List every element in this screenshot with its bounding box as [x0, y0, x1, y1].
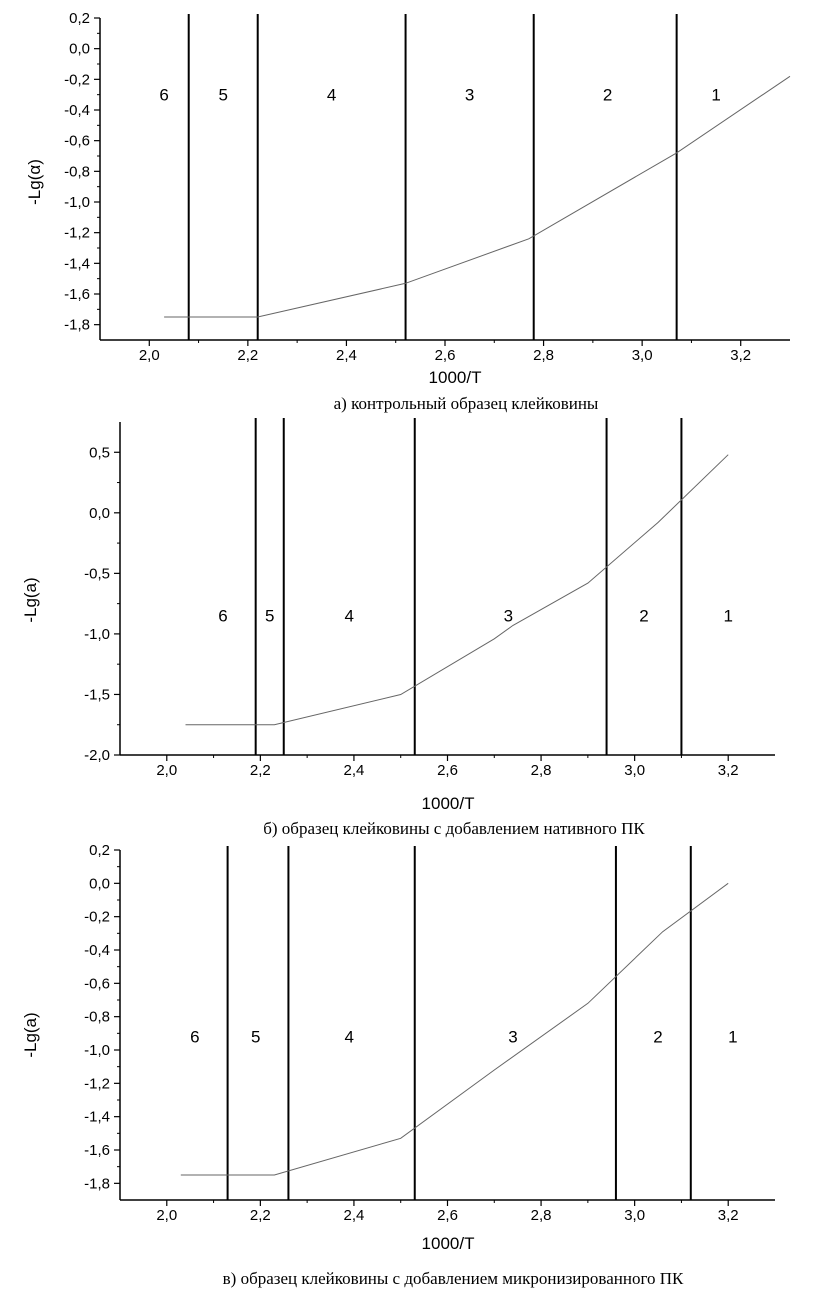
zone-label: 1 [728, 1027, 738, 1047]
x-tick-label: 2,0 [138, 347, 160, 364]
zone-label: 6 [218, 606, 228, 626]
zone-label: 2 [653, 1027, 663, 1047]
y-tick-label: -0,4 [64, 102, 90, 119]
caption-a: а) контрольный образец клейковины [333, 394, 599, 413]
y-tick-label: 0,5 [89, 444, 110, 462]
y-tick-label: -1,8 [84, 1175, 110, 1193]
zone-label: 3 [503, 606, 514, 626]
y-axis-title-b: -Lg(a) [21, 577, 40, 623]
zone-label: 4 [344, 1027, 354, 1047]
x-tick-label: 2,0 [156, 762, 178, 779]
y-tick-label: -1,0 [84, 1042, 110, 1059]
y-tick-label: -0,4 [84, 942, 110, 959]
zone-label: 2 [639, 606, 649, 626]
zone-label: 3 [508, 1027, 518, 1047]
zone-label: 5 [250, 1027, 261, 1047]
zone-label: 2 [602, 85, 613, 105]
x-axis-title-c: 1000/T [421, 1234, 475, 1253]
y-tick-label: 0,0 [69, 40, 90, 58]
y-tick-label: -0,6 [64, 132, 90, 150]
y-tick-label: -0,8 [84, 1008, 110, 1026]
x-tick-label: 2,6 [434, 347, 456, 364]
caption-b: б) образец клейковины с добавлением нативного ПК [263, 819, 645, 838]
y-tick-label: -1,8 [64, 316, 90, 334]
zone-label: 4 [344, 606, 354, 626]
zone-label: 1 [723, 606, 733, 626]
x-axis-title-b: 1000/T [421, 794, 475, 813]
x-tick-label: 2,8 [530, 762, 552, 779]
zone-label: 5 [264, 606, 275, 626]
caption-c: в) образец клейковины с добавлением микронизированного ПК [222, 1269, 684, 1288]
x-tick-label: 3,2 [717, 762, 739, 779]
y-tick-label: -0,2 [64, 71, 90, 89]
chart-panel-b [21, 418, 775, 838]
zone-label: 4 [326, 85, 337, 105]
chart-panel-c [21, 842, 775, 1288]
data-series-line [186, 455, 729, 725]
x-tick-label: 3,2 [730, 347, 752, 364]
zone-label: 1 [711, 85, 721, 105]
zone-label: 5 [218, 85, 228, 105]
zone-label: 3 [464, 85, 475, 105]
x-tick-label: 2,2 [249, 762, 271, 779]
x-tick-label: 3,0 [624, 1207, 646, 1224]
x-tick-label: 3,0 [631, 347, 653, 364]
plot-area-b [84, 418, 775, 779]
x-tick-label: 3,2 [717, 1207, 739, 1224]
plot-area-a [64, 10, 790, 364]
x-tick-label: 3,0 [624, 762, 646, 779]
zone-label: 6 [190, 1027, 200, 1047]
x-tick-label: 2,4 [343, 1207, 365, 1224]
y-tick-label: -1,2 [84, 1075, 110, 1093]
y-tick-label: -0,8 [64, 163, 90, 181]
y-axis-title-a: -Lg(α) [25, 159, 44, 205]
y-tick-label: -0,6 [84, 975, 110, 993]
y-tick-label: -1,4 [64, 255, 90, 273]
x-tick-label: 2,2 [249, 1207, 271, 1224]
y-tick-label: 0,2 [89, 842, 110, 859]
x-tick-label: 2,6 [437, 1207, 458, 1224]
x-tick-label: 2,2 [237, 347, 259, 364]
x-tick-label: 2,6 [437, 762, 458, 779]
y-tick-label: -1,2 [64, 224, 90, 242]
x-tick-label: 2,8 [533, 347, 555, 364]
data-series-line [181, 883, 728, 1175]
x-tick-label: 2,4 [343, 762, 365, 779]
plot-area-c [84, 842, 775, 1224]
y-axis-title-c: -Lg(a) [21, 1012, 40, 1058]
y-tick-label: -1,4 [84, 1108, 110, 1126]
y-tick-label: 0,0 [89, 875, 110, 893]
x-tick-label: 2,4 [335, 347, 357, 364]
x-tick-label: 2,8 [530, 1207, 552, 1224]
y-tick-label: -1,0 [64, 194, 90, 211]
y-tick-label: -1,6 [84, 1142, 110, 1159]
y-tick-label: 0,0 [89, 504, 110, 522]
y-tick-label: -2,0 [84, 747, 110, 764]
y-tick-label: -1,0 [84, 625, 110, 643]
y-tick-label: -0,2 [84, 908, 110, 926]
chart-panel-a [25, 10, 790, 413]
y-tick-label: -1,5 [84, 686, 110, 704]
x-axis-title-a: 1000/T [428, 368, 482, 387]
y-tick-label: 0,2 [69, 10, 90, 27]
y-tick-label: -0,5 [84, 565, 110, 583]
zone-label: 6 [159, 85, 169, 105]
x-tick-label: 2,0 [156, 1207, 178, 1224]
y-tick-label: -1,6 [64, 286, 90, 303]
